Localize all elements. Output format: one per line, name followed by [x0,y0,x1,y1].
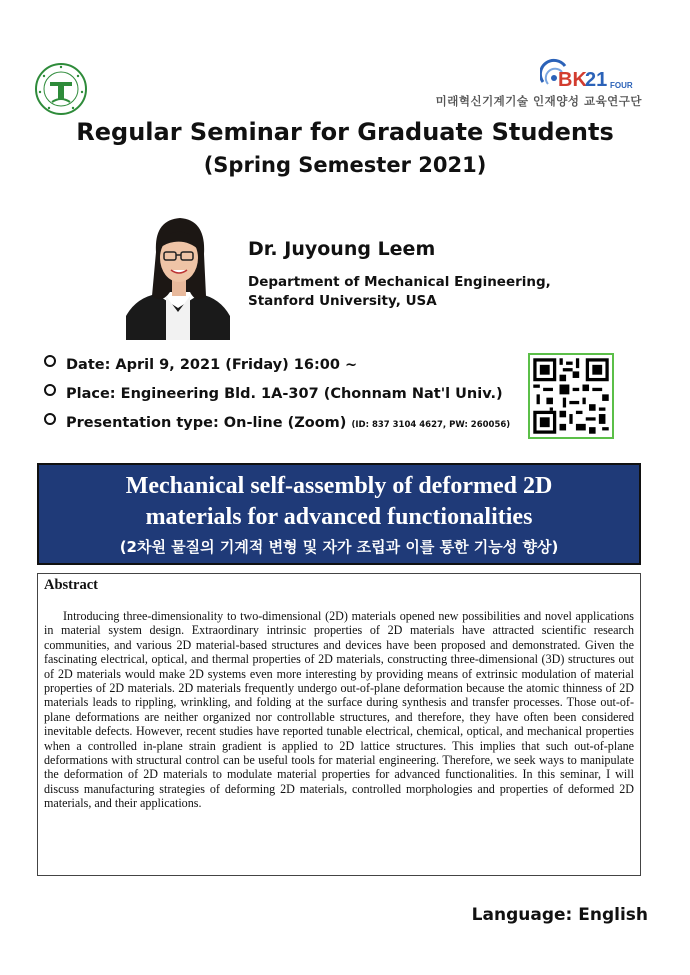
bk21-subtitle: 미래혁신기계기술 인재양성 교육연구단 [435,94,642,108]
talk-title [39,471,639,533]
speaker-affiliation-university: Stanford University, USA [248,293,437,309]
info-date [44,355,357,373]
qr-code[interactable] [528,353,614,439]
bk21-four: FOUR [610,81,633,90]
bk21-letters: BK [558,69,587,91]
bullet-icon [44,355,56,367]
seminar-semester: (Spring Semester 2021) [203,153,487,177]
date-text: Date: April 9, 2021 (Friday) 16:00 ~ [66,357,358,373]
presentation-type-text: Presentation type: On-line (Zoom) [66,415,347,431]
talk-title-box [37,463,641,565]
university-logo [34,62,88,116]
abstract-heading: Abstract [44,577,98,593]
bullet-icon [44,384,56,396]
qr-code-icon [530,355,612,437]
bullet-icon [44,413,56,425]
zoom-details: (ID: 837 3104 4627, PW: 260056) [351,420,511,430]
abstract-box [37,573,641,876]
speaker-photo [126,212,230,340]
talk-title-line1: Mechanical self-assembly of deformed 2D [125,473,553,499]
talk-title-korean: (2차원 물질의 기계적 변형 및 자가 조립과 이를 통한 기능성 향상) [119,538,559,556]
info-presentation-type [44,413,510,431]
language-label: Language: English [471,905,648,925]
speaker-affiliation-department: Department of Mechanical Engineering, [248,274,551,290]
speaker-name: Dr. Juyoung Leem [248,238,436,260]
info-place [44,384,503,402]
bk21-number: 21 [585,69,608,91]
place-text: Place: Engineering Bld. 1A-307 (Chonnam Nat'l Univ.) [66,386,503,402]
abstract-body: Introducing three-dimensionality to two-dimensional (2D) materials opened new possibilities and novel applications in material system design. Extraordinary intrinsic properties of 2D materials have attracted scientific research communities, and various 2D material-based structures and devices have been proposed and demonstrated. Given the fascinating electrical, optical, and thermal properties of 2D materials, constructing three-dimensional (3D) structures out of 2D materials would make 2D systems even more interesting by providing means of extrinsic modulation of material properties of 2D materials. 2D materials frequently undergo out-of-plane deformation because the atomic thinness of 2D materials leads to rippling, wrinkling, and folding at the surface during synthesis and transfer processes. Those out-of-plane deformations are neither organized nor controllable structures, and therefore, they have often been considered inevitable defects. However, recent studies have reported tunable electrical, chemical, optical, and mechanical properties when a controlled in-plane strain gradient is applied to 2D lattice structures. This implies that such out-of-plane deformations with structural control can be useful tools for material engineering. Therefore, we seek ways to manipulate the deformation of 2D materials to modulate material properties for advanced functionalities. In this seminar, I will discuss manufacturing strategies of deforming 2D materials, controlled morphologies and properties of deformed 2D materials, and their applications. [44,609,634,811]
talk-title-line2: materials for advanced functionalities [145,504,533,530]
bk21-four-logo [540,56,640,92]
seminar-title: Regular Seminar for Graduate Students [76,118,614,146]
